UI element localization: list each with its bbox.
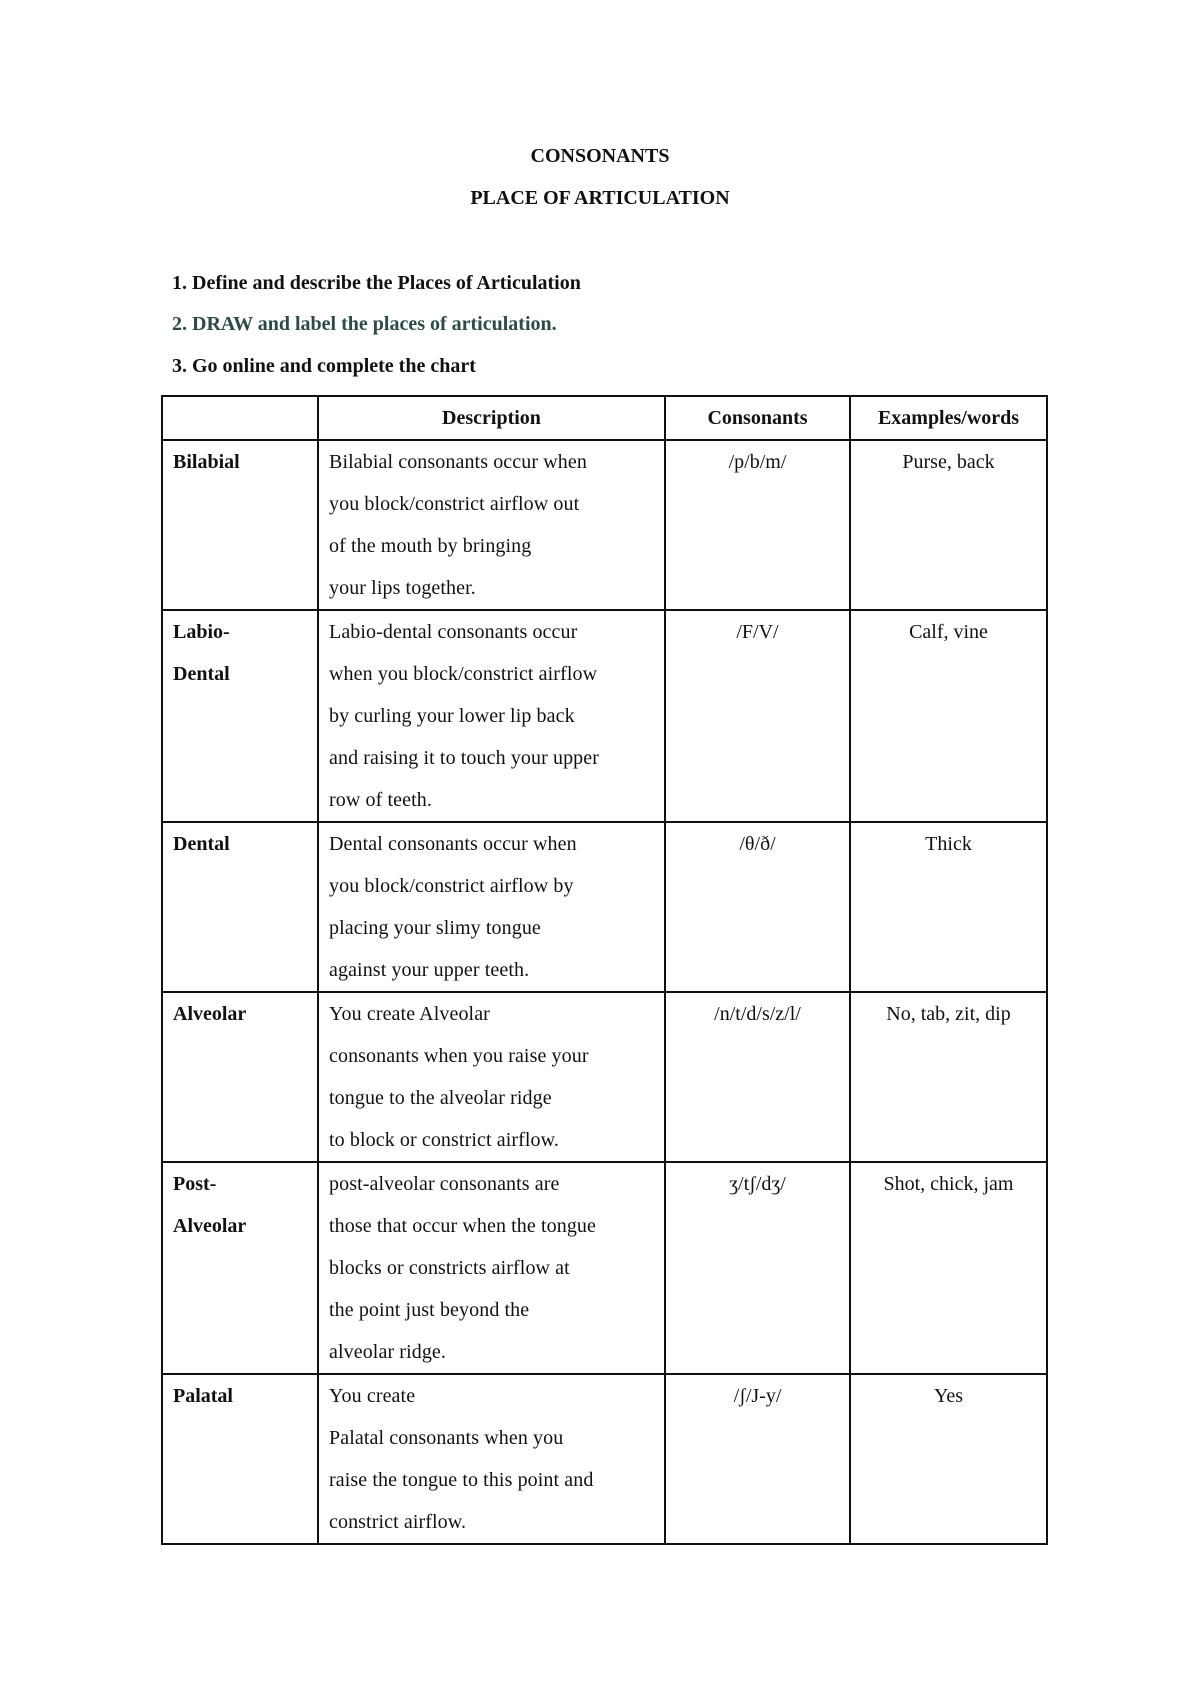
description-cell bbox=[318, 992, 665, 1162]
description-line: Dental consonants occur when bbox=[329, 833, 577, 855]
table-row bbox=[162, 822, 1047, 992]
task-1: 1. Define and describe the Places of Articulation bbox=[172, 272, 581, 294]
description-line: post-alveolar consonants are bbox=[329, 1173, 560, 1195]
place-cell bbox=[162, 610, 318, 822]
description-line: placing your slimy tongue bbox=[329, 917, 541, 939]
place-label: Post- bbox=[173, 1173, 217, 1195]
examples-cell: Purse, back bbox=[850, 440, 1047, 610]
description-line: constrict airflow. bbox=[329, 1511, 467, 1533]
description-line: raise the tongue to this point and bbox=[329, 1469, 594, 1491]
description-line: those that occur when the tongue bbox=[329, 1215, 597, 1237]
examples-cell: Yes bbox=[850, 1374, 1047, 1544]
description-cell bbox=[318, 440, 665, 610]
header-place bbox=[162, 396, 318, 440]
place-label: Alveolar bbox=[173, 1215, 247, 1237]
description-line: your lips together. bbox=[329, 577, 476, 599]
description-cell bbox=[318, 1162, 665, 1374]
consonants-cell: /ʃ/J-y/ bbox=[665, 1374, 850, 1544]
table-row bbox=[162, 1162, 1047, 1374]
description-line: of the mouth by bringing bbox=[329, 535, 532, 557]
description-line: against your upper teeth. bbox=[329, 959, 530, 981]
place-cell bbox=[162, 822, 318, 992]
description-cell bbox=[318, 822, 665, 992]
description-line: consonants when you raise your bbox=[329, 1045, 589, 1067]
page-subtitle: PLACE OF ARTICULATION bbox=[470, 187, 730, 209]
examples-cell: Calf, vine bbox=[850, 610, 1047, 822]
place-cell bbox=[162, 440, 318, 610]
place-label: Labio- bbox=[173, 621, 230, 643]
description-line: blocks or constricts airflow at bbox=[329, 1257, 570, 1279]
description-cell bbox=[318, 1374, 665, 1544]
description-line: when you block/constrict airflow bbox=[329, 663, 598, 685]
description-line: You create Alveolar bbox=[329, 1003, 490, 1025]
description-line: row of teeth. bbox=[329, 789, 432, 811]
description-line: You create bbox=[329, 1385, 416, 1407]
description-line: to block or constrict airflow. bbox=[329, 1129, 559, 1151]
description-line: the point just beyond the bbox=[329, 1299, 530, 1321]
description-line: by curling your lower lip back bbox=[329, 705, 575, 727]
description-line: you block/constrict airflow by bbox=[329, 875, 574, 897]
place-cell bbox=[162, 1162, 318, 1374]
description-line: you block/constrict airflow out bbox=[329, 493, 580, 515]
header-description: Description bbox=[318, 396, 665, 440]
table-row bbox=[162, 992, 1047, 1162]
description-line: Labio-dental consonants occur bbox=[329, 621, 578, 643]
place-label: Palatal bbox=[173, 1385, 233, 1407]
table-row bbox=[162, 610, 1047, 822]
place-cell bbox=[162, 1374, 318, 1544]
examples-cell: No, tab, zit, dip bbox=[850, 992, 1047, 1162]
description-line: Palatal consonants when you bbox=[329, 1427, 564, 1449]
description-line: and raising it to touch your upper bbox=[329, 747, 600, 769]
examples-cell: Shot, chick, jam bbox=[850, 1162, 1047, 1374]
consonants-cell: /F/V/ bbox=[665, 610, 850, 822]
task-2: 2. DRAW and label the places of articulation. bbox=[172, 313, 557, 335]
place-cell bbox=[162, 992, 318, 1162]
description-line: tongue to the alveolar ridge bbox=[329, 1087, 552, 1109]
header-consonants: Consonants bbox=[665, 396, 850, 440]
articulation-table bbox=[161, 395, 1048, 1545]
description-line: alveolar ridge. bbox=[329, 1341, 446, 1363]
consonants-cell: ʒ/tʃ/dʒ/ bbox=[665, 1162, 850, 1374]
table-header-row bbox=[162, 396, 1047, 440]
examples-cell: Thick bbox=[850, 822, 1047, 992]
place-label: Alveolar bbox=[173, 1003, 247, 1025]
table-row bbox=[162, 1374, 1047, 1544]
consonants-cell: /n/t/d/s/z/l/ bbox=[665, 992, 850, 1162]
place-label: Dental bbox=[173, 663, 230, 685]
header-examples: Examples/words bbox=[850, 396, 1047, 440]
description-line: Bilabial consonants occur when bbox=[329, 451, 587, 473]
place-label: Dental bbox=[173, 833, 230, 855]
place-label: Bilabial bbox=[173, 451, 240, 473]
task-3: 3. Go online and complete the chart bbox=[172, 355, 476, 377]
table-row bbox=[162, 440, 1047, 610]
page-title: CONSONANTS bbox=[530, 145, 670, 167]
description-cell bbox=[318, 610, 665, 822]
consonants-cell: /θ/ð/ bbox=[665, 822, 850, 992]
consonants-cell: /p/b/m/ bbox=[665, 440, 850, 610]
